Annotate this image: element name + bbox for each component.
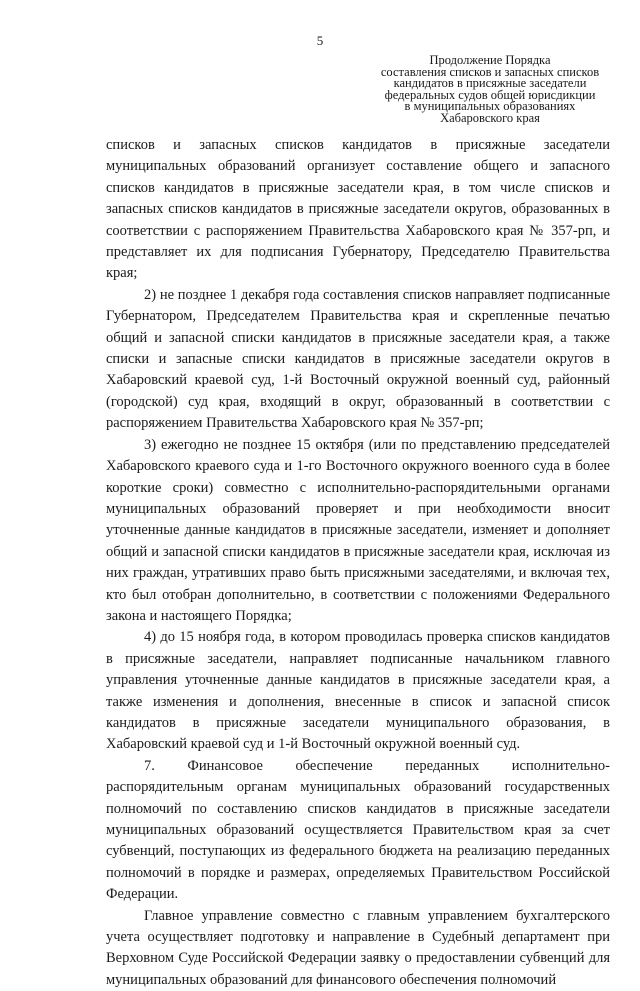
document-header xyxy=(370,55,610,124)
header-line: составления списков и запасных списков xyxy=(380,64,600,79)
body-paragraph: 3) ежегодно не позднее 15 октября (или по представлению председателей Хабаровского краевого суда и 1-го Восточного окружного военного суда в более короткие сроки) совместно с исполнительно-распорядительными органами муниципальных образований проверяет и при необходимости вносит уточненные данные кандидатов в присяжные заседатели, изменяет и дополняет общий и запасной списки кандидатов в присяжные заседатели края, исключая из них граждан, утративших право быть присяжными заседателями, и включая тех, кто был отобран дополнительно, в соответствии с положениями Федерального закона и настоящего Порядка; xyxy=(106,436,610,624)
header-line: кандидатов в присяжные заседатели xyxy=(393,76,587,90)
header-line: в муниципальных образованиях xyxy=(404,99,576,113)
body-paragraph: списков и запасных списков кандидатов в присяжные заседатели муниципальных образований организует составление общего и запасного списков кандидатов в присяжные заседатели края, в том числе списков и запасных списков кандидатов в присяжные заседатели округов, образованных в соответствии с распоряжением Правительства Хабаровского края № 357-рп, и представляет их для подписания Губернатору, Председателю Правительства края; xyxy=(106,137,610,282)
header-line: федеральных судов общей юрисдикции xyxy=(384,87,596,102)
body-paragraph: 2) не позднее 1 декабря года составления списков направляет подписанные Губернатором, Председателем Правительства края и скрепленные печатью общий и запасной списки кандидатов в присяжные заседатели края, а также списки и запасные списки кандидатов в присяжные заседатели округов в Хабаровский краевой суд, 1-й Восточный окружной военный суд, районный (городской) суд края, входящий в округ, образованный в соответствии с распоряжением Правительства Хабаровского края № 357-рп; xyxy=(106,286,610,432)
body-paragraph: 7. Финансовое обеспечение переданных исполнительно-распорядительным органам муниципальных образований государственных полномочий по составлению списков кандидатов в присяжные заседатели муниципальных образований осуществляется Правительством края за счет субвенций, поступающих из федерального бюджета на реализацию переданных полномочий в порядке и размерах, определяемых Правительством Российской Федерации. xyxy=(106,757,610,903)
header-line: Хабаровского края xyxy=(440,110,540,125)
body-paragraph: 4) до 15 ноября года, в котором проводилась проверка списков кандидатов в присяжные заседатели, направляет подписанные начальником главного управления уточненные данные кандидатов в присяжные заседатели края, а также изменения и дополнения, внесенные в список и запасной список кандидатов в присяжные заседатели муниципального образования, в Хабаровский краевой суд и 1-й Восточный окружной военный суд. xyxy=(106,629,610,753)
document-body xyxy=(106,135,610,991)
body-paragraph: Главное управление совместно с главным управлением бухгалтерского учета осуществляет подготовку и направление в Судебный департамент при Верховном Суде Российской Федерации заявку о предоставлении субвенций для муниципальных образований для финансового обеспечения полномочий xyxy=(106,907,610,988)
header-line: Продолжение Порядка xyxy=(429,53,551,67)
page-number: 5 xyxy=(316,33,324,48)
